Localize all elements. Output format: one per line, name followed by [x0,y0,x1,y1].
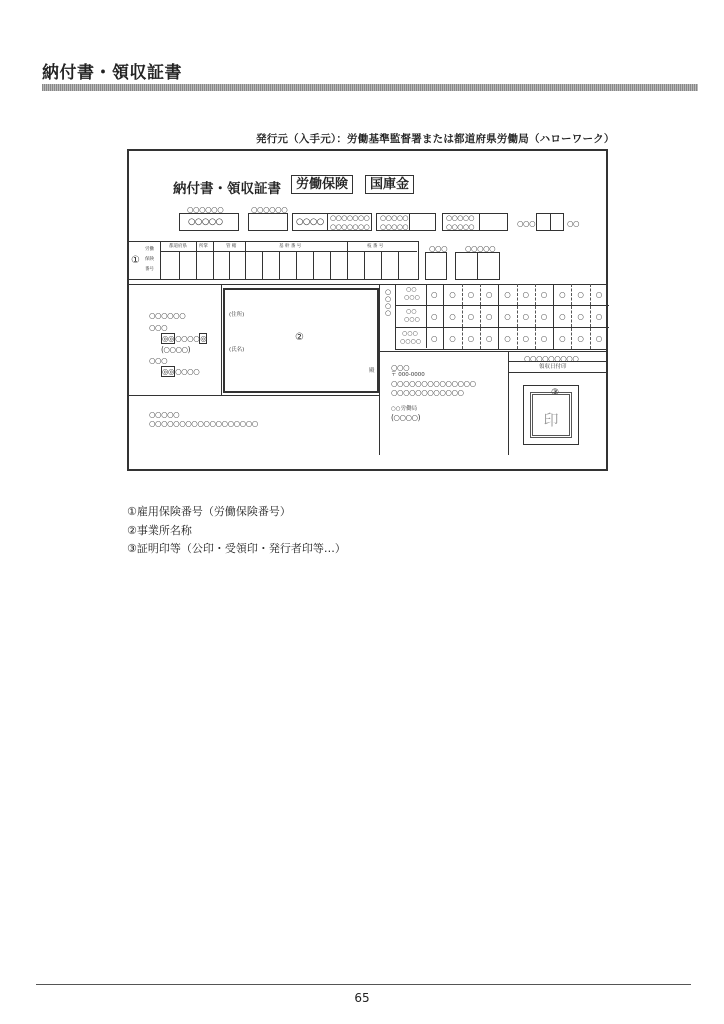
code-box [425,252,447,280]
labor-bureau: ○○労働局 [391,406,418,412]
postal-code: 〒 000-0000 [391,372,425,378]
amount-cell: ○ [577,290,584,299]
marker-1: ① [131,255,140,266]
payer-detail: ◎◎○○○○ [162,367,200,376]
field-label: ○○○○○○ [187,205,224,214]
field-label: ○○ [567,219,580,228]
receipt-stamp-area [523,385,579,445]
honorific: 殿 [369,368,375,374]
cell-divider [553,284,554,305]
cell-divider [462,328,463,349]
amount-cell: ○ [504,312,511,321]
amount-cell: ○ [467,334,474,343]
amount-cell: ○ [431,334,438,343]
cell-divider [571,306,572,327]
note-item: ②事業所名称 [127,523,192,537]
bottom-left-detail: ○○○○○○○○○○○○○○○○○○ [149,419,258,428]
payer-label: ○○○ [149,356,168,365]
title-divider [42,84,698,91]
code-box [248,213,288,231]
amount-cell: ○ [504,334,511,343]
amount-cell: ○ [540,334,547,343]
marker-3: ③ [551,388,560,398]
amount-cell: ○ [577,334,584,343]
office-label: ○○○ [391,363,410,372]
cell-divider [571,284,572,305]
amount-cell: ○ [449,312,456,321]
amount-cell: ○ [540,312,547,321]
amount-cell: ○ [467,290,474,299]
cell-divider [443,306,444,327]
cell-divider [535,284,536,305]
amount-cell: ○ [595,312,602,321]
amount-cell: ○ [485,290,492,299]
amount-cell: ○ [559,334,566,343]
amount-cell: ○ [485,312,492,321]
cell-divider [535,306,536,327]
page-title: 納付書・領収証書 [42,63,182,83]
name-label: (氏名) [229,347,245,353]
field-label: ○○○○○○ [251,205,288,214]
amount-cell: ○ [559,290,566,299]
business-address-box [223,288,379,393]
amount-cell: ○ [467,312,474,321]
code-box: ○○○○○ ○○○○○ [376,213,436,231]
notes-list [127,503,346,559]
footer-divider [36,984,691,985]
bottom-left-label: ○○○○○ [149,410,180,419]
payer-label: ○○○ [149,323,168,332]
code-box: ○○○○○ [179,213,239,231]
form-title: 納付書・領収証書 [173,181,281,197]
amount-cell: ○ [522,312,529,321]
note-item: ①雇用保険番号（労働保険番号） [127,505,291,518]
cell-divider [462,284,463,305]
code-box: ○○○○ ○○○○○○○ ○○○○○○○ [292,213,372,231]
cell-divider [498,284,499,305]
page-number: 65 [354,991,370,1005]
cell-divider [498,306,499,327]
cell-divider [480,328,481,349]
national-treasury-tag: 国庫金 [365,175,414,194]
receipt-code: ○○○○○○○○○ [524,354,579,363]
cell-divider [498,328,499,349]
cell-divider [553,306,554,327]
amount-cell: ○ [540,290,547,299]
cell-divider [553,328,554,349]
address-label: (住所) [229,312,245,318]
field-label: ○○○○○ [465,244,496,253]
marker-2: ② [295,332,304,343]
labor-insurance-tag: 労働保険 [291,175,353,194]
amount-cell: ○ [595,290,602,299]
field-label: ○○○ [517,219,536,228]
labor-bureau-note: (○○○○) [391,413,421,422]
seal-mark: 印 [543,411,559,429]
receipt-date-label-box: 領収日付印 [508,361,608,373]
field-label: ○○○ [429,244,448,253]
payer-code: ○○○○○○ [149,311,186,320]
amount-cell: ○ [431,312,438,321]
cell-divider [517,284,518,305]
cell-divider [535,328,536,349]
office-address-2: ○○○○○○○○○○○○ [391,388,464,397]
payer-detail: ◎◎○○○○◎ [162,334,207,343]
cell-divider [590,328,591,349]
cell-divider [590,306,591,327]
amount-cell: ○ [522,290,529,299]
vertical-label: ○○○○ [385,288,391,317]
amount-cell: ○ [504,290,511,299]
cell-divider [517,328,518,349]
amount-grid: ○○ ○○○ ○○ ○○○ ○○○ ○○○○ [395,284,608,350]
amount-cell: ○ [595,334,602,343]
amount-cell: ○ [449,334,456,343]
office-address: ○○○○○○○○○○○○○○ [391,379,476,388]
amount-cell: ○ [431,290,438,299]
payer-note: (○○○○) [161,345,191,354]
amount-cell: ○ [577,312,584,321]
cell-divider [480,306,481,327]
cell-divider [480,284,481,305]
cell-divider [462,306,463,327]
amount-cell: ○ [449,290,456,299]
issuer-caption: 発行元（入手元）：労働基準監督署または都道府県労働局（ハローワーク） [256,133,615,145]
amount-cell: ○ [522,334,529,343]
cell-divider [517,306,518,327]
amount-cell: ○ [485,334,492,343]
cell-divider [571,328,572,349]
note-item: ③証明印等（公印・受領印・発行者印等…） [127,542,346,555]
code-box [536,213,564,231]
insurance-number-row: ① 労働 保険 番号 都道府県 所掌 管 轄 基 幹 番 号 枝 番 号 [129,241,419,280]
cell-divider [590,284,591,305]
payment-slip-form [127,149,608,471]
code-box: ○○○○○ ○○○○○ [442,213,508,231]
amount-cell: ○ [559,312,566,321]
cell-divider [443,328,444,349]
code-box [455,252,500,280]
cell-divider [443,284,444,305]
